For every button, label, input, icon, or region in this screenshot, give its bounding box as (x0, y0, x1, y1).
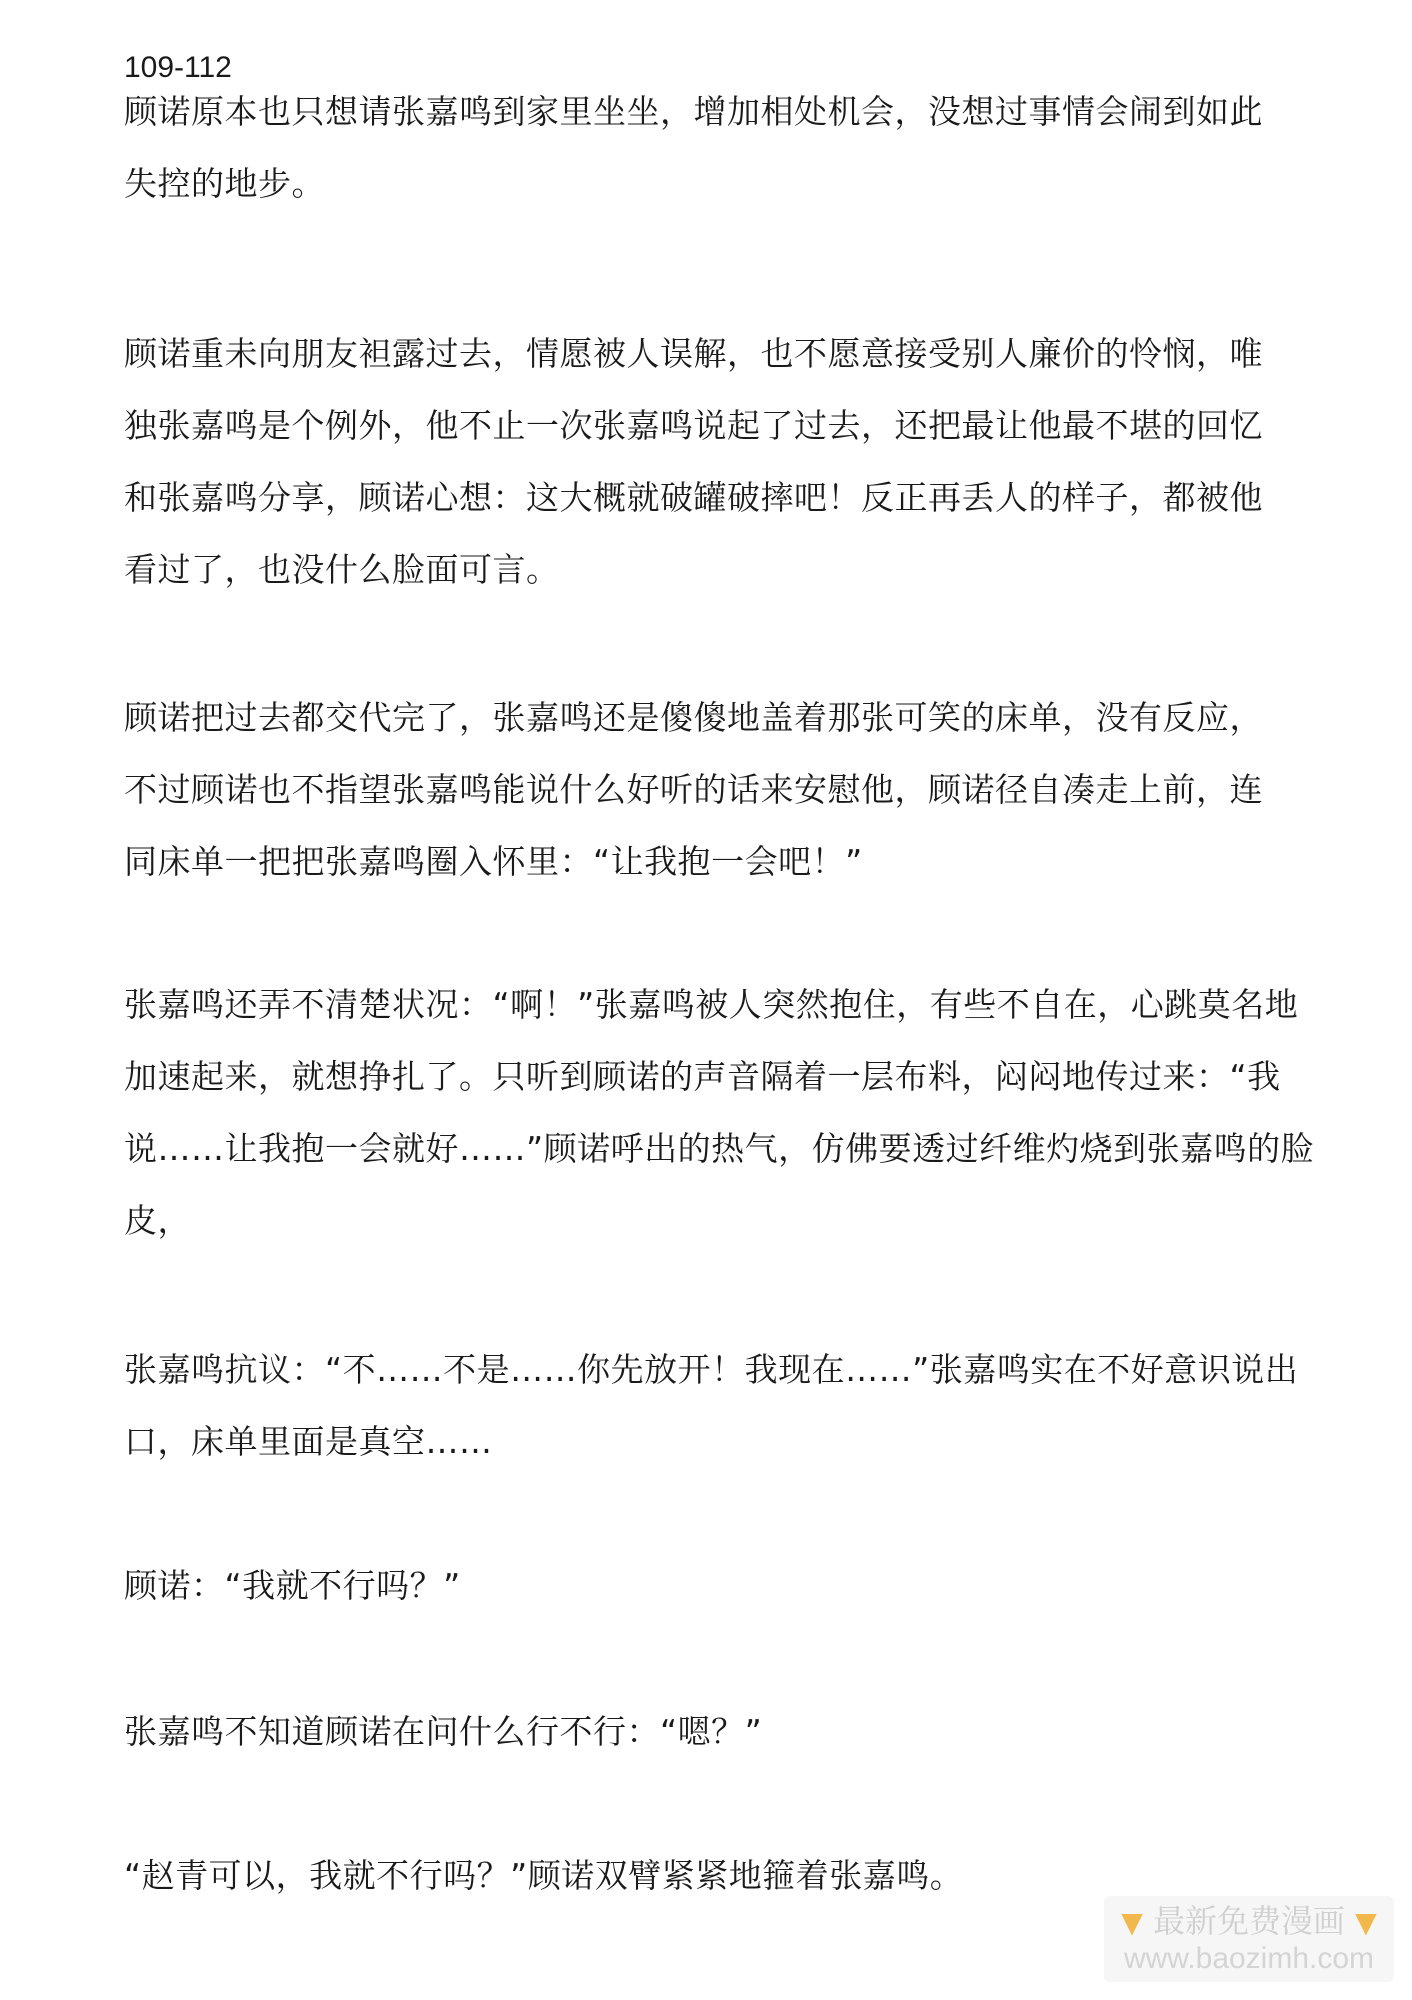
paragraph-line: 口，床单里面是真空…… (124, 1422, 493, 1461)
paragraph-line: 顾诺原本也只想请张嘉鸣到家里坐坐，增加相处机会，没想过事情会闹到如此 (124, 92, 1263, 131)
paragraph-line: 不过顾诺也不指望张嘉鸣能说什么好听的话来安慰他，顾诺径自凑走上前，连 (124, 770, 1263, 809)
paragraph-line: 加速起来，就想挣扎了。只听到顾诺的声音隔着一层布料，闷闷地传过来：“我 (124, 1057, 1281, 1096)
pointing-down-hand-icon: ▼ (1355, 1906, 1377, 1939)
watermark-label-row (1104, 1902, 1394, 1942)
watermark-label: 最新免费漫画 (1152, 1902, 1345, 1940)
paragraph-line: 张嘉鸣不知道顾诺在问什么行不行：“嗯？” (124, 1712, 763, 1751)
paragraph-line: 张嘉鸣还弄不清楚状况：“啊！”张嘉鸣被人突然抱住，有些不自在，心跳莫名地 (124, 985, 1299, 1024)
paragraph-line: 顾诺重未向朋友袒露过去，情愿被人误解，也不愿意接受别人廉价的怜悯，唯 (124, 334, 1263, 373)
paragraph-line: 张嘉鸣抗议：“不……不是……你先放开！我现在……”张嘉鸣实在不好意识说出 (124, 1350, 1299, 1389)
paragraph-line: 和张嘉鸣分享，顾诺心想：这大概就破罐破摔吧！反正再丢人的样子，都被他 (124, 478, 1263, 517)
paragraph-line: 独张嘉鸣是个例外，他不止一次张嘉鸣说起了过去，还把最让他最不堪的回忆 (124, 406, 1263, 445)
paragraph-line: 皮， (124, 1201, 191, 1240)
paragraph-line: “赵青可以，我就不行吗？”顾诺双臂紧紧地箍着张嘉鸣。 (124, 1856, 964, 1895)
watermark-url: www.baozimh.com (1123, 1942, 1375, 1975)
paragraph-line: 顾诺把过去都交代完了，张嘉鸣还是傻傻地盖着那张可笑的床单，没有反应， (124, 698, 1263, 737)
paragraph-line: 失控的地步。 (124, 164, 325, 203)
page-number: 109-112 (124, 51, 232, 84)
site-watermark (1104, 1896, 1394, 1982)
paragraph-line: 同床单一把把张嘉鸣圈入怀里：“让我抱一会吧！” (124, 842, 863, 881)
paragraph-line: 说……让我抱一会就好……”顾诺呼出的热气，仿佛要透过纤维灼烧到张嘉鸣的脸 (124, 1129, 1315, 1168)
pointing-down-hand-icon: ▼ (1121, 1906, 1143, 1939)
paragraph-line: 顾诺：“我就不行吗？” (124, 1566, 461, 1605)
paragraph-line: 看过了，也没什么脸面可言。 (124, 550, 560, 589)
